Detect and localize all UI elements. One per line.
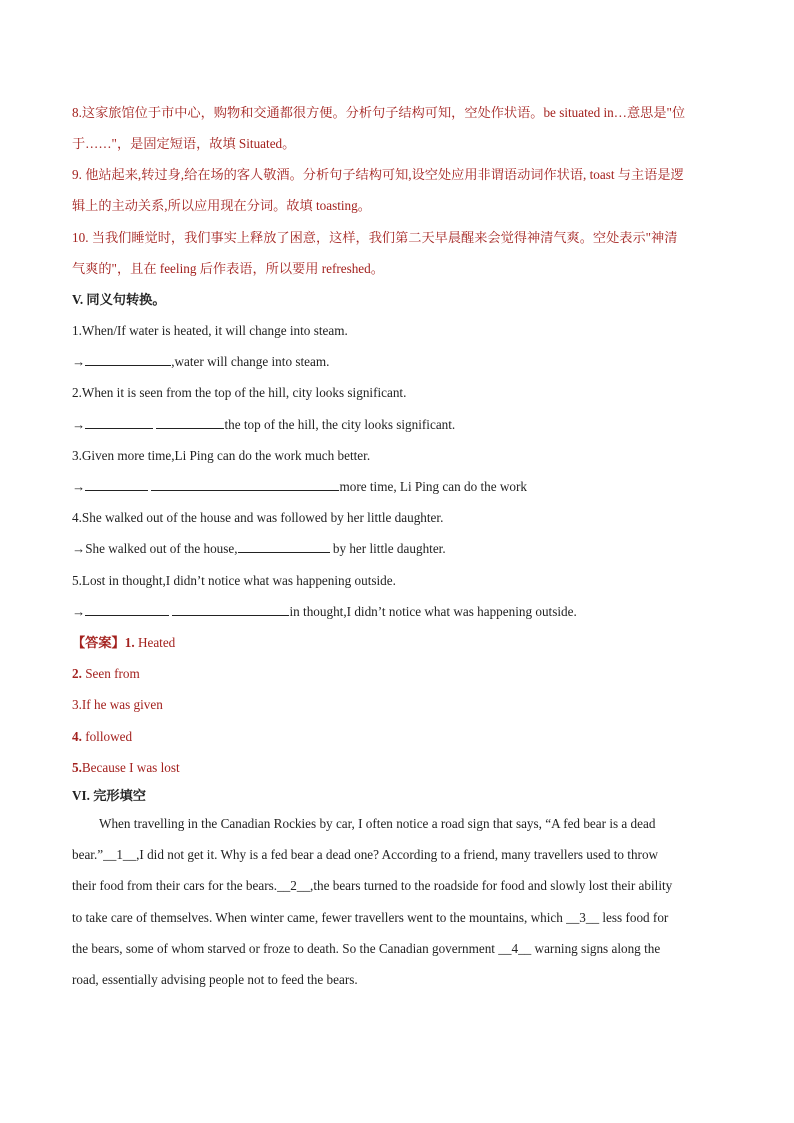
gap-1[interactable]: __1__: [103, 847, 137, 862]
rewrite-3-text: more time, Li Ping can do the work: [339, 479, 528, 494]
rewrite-1: [72, 353, 724, 371]
blank-1a[interactable]: [85, 353, 171, 366]
rewrite-2: [72, 416, 724, 434]
answer-3: [72, 696, 724, 714]
blank-2a[interactable]: [85, 416, 153, 429]
question-1: 1.When/If water is heated, it will change into steam.: [72, 323, 348, 338]
blank-5b[interactable]: [172, 603, 289, 616]
passage-line-1: When travelling in the Canadian Rockies by car, I often notice a road sign that says, “A fed bear is a dead: [99, 816, 656, 831]
passage-text: warning signs along the: [531, 941, 661, 956]
passage-text: to take care of themselves. When winter came, fewer travellers went to the mountains, which: [72, 910, 567, 925]
answer-text: Because I was lost: [81, 760, 180, 775]
explanation-8-line-2: 于……"，是固定短语，故填 Situated。: [72, 136, 296, 151]
rewrite-4-lead: →She walked out of the house,: [72, 541, 238, 556]
answer-4: [72, 728, 724, 746]
arrow: →: [72, 479, 86, 494]
rewrite-5: [72, 603, 724, 621]
answer-1: [72, 634, 724, 652]
arrow: →: [72, 354, 86, 369]
answer-text: Heated: [134, 635, 176, 650]
explanation-10-line-2: 气爽的"，且在 feeling 后作表语，所以要用 refreshed。: [72, 261, 384, 276]
section-6-heading: VI. 完形填空: [72, 788, 146, 803]
blank-5a[interactable]: [85, 603, 169, 616]
question-2: 2.When it is seen from the top of the hill, city looks significant.: [72, 385, 407, 400]
explanation-9-line-2: 辑上的主动关系,所以应用现在分词。故填 toasting。: [72, 198, 371, 213]
question-4: 4.She walked out of the house and was followed by her little daughter.: [72, 510, 444, 525]
answer-5: [72, 759, 724, 777]
passage-line-3: [72, 877, 724, 895]
passage-line-5: [72, 940, 724, 958]
passage-text: the bears, some of whom starved or froze to death. So the Canadian government: [72, 941, 499, 956]
explanation-10-line-1: 10. 当我们睡觉时，我们事实上释放了困意，这样，我们第二天早晨醒来会觉得神清气爽。空处表示"神清: [72, 230, 678, 245]
passage-text: ,the bears turned to the roadside for food and slowly lost their ability: [310, 878, 673, 893]
gap-3[interactable]: __3__: [566, 910, 600, 925]
gap-4[interactable]: __4__: [498, 941, 532, 956]
passage-line-2: [72, 846, 724, 864]
passage-text: their food from their cars for the bears.: [72, 878, 278, 893]
arrow: →: [72, 417, 86, 432]
passage-text: ,I did not get it. Why is a fed bear a dead one? According to a friend, many travellers used to throw: [136, 847, 659, 862]
blank-4a[interactable]: [238, 540, 330, 553]
answer-num: 4.: [72, 729, 82, 744]
arrow: →: [72, 604, 86, 619]
rewrite-2-text: the top of the hill, the city looks significant.: [224, 417, 456, 432]
answer-num: 5.: [72, 760, 82, 775]
blank-3b[interactable]: [151, 478, 339, 491]
rewrite-1-text: ,water will change into steam.: [171, 354, 330, 369]
answer-2: [72, 665, 724, 683]
passage-line-4: [72, 909, 724, 927]
answer-num: 2.: [72, 666, 82, 681]
passage-text: less food for: [599, 910, 669, 925]
explanation-9-line-1: 9. 他站起来,转过身,给在场的客人敬酒。分析句子结构可知,设空处应用非谓语动词作状语, toast 与主语是逻: [72, 167, 684, 182]
rewrite-3: [72, 478, 724, 496]
passage-text: bear.”: [72, 847, 104, 862]
rewrite-4-text: by her little daughter.: [329, 541, 446, 556]
rewrite-4: [72, 540, 724, 558]
answer-text: followed: [81, 729, 133, 744]
answer-text: Seen from: [81, 666, 140, 681]
answer-num: 3.: [72, 697, 82, 712]
answer-text: If he was given: [81, 697, 163, 712]
blank-2b[interactable]: [156, 416, 224, 429]
question-5: 5.Lost in thought,I didn’t notice what was happening outside.: [72, 573, 396, 588]
blank-3a[interactable]: [85, 478, 148, 491]
gap-2[interactable]: __2__: [277, 878, 311, 893]
answer-num: 1.: [124, 635, 135, 650]
rewrite-5-text: in thought,I didn’t notice what was happening outside.: [289, 604, 577, 619]
section-5-heading: V. 同义句转换。: [72, 292, 166, 307]
explanation-8-line-1: 8.这家旅馆位于市中心，购物和交通都很方便。分析句子结构可知，空处作状语。be situated in…意思是"位: [72, 105, 686, 120]
passage-line-6: road, essentially advising people not to feed the bears.: [72, 972, 358, 987]
question-3: 3.Given more time,Li Ping can do the work much better.: [72, 448, 371, 463]
answer-label: 【答案】: [72, 635, 125, 650]
